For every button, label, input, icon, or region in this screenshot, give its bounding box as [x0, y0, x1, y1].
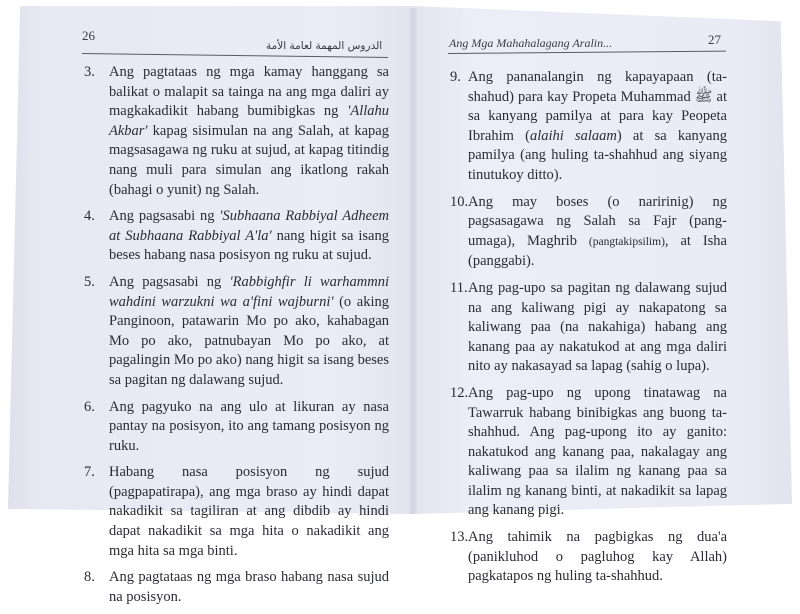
item-number: 5. — [84, 273, 95, 290]
item-number: 7. — [84, 464, 95, 481]
left-page-content — [84, 63, 389, 614]
item-number: 13. — [450, 529, 469, 546]
item-number: 4. — [84, 208, 95, 225]
list-item-13 — [450, 528, 727, 587]
list-item-10 — [450, 193, 727, 272]
item-text: Ang pagyuko na ang ulo at likuran ay nasa pantay na posisyon, ito ang tamang posisyon ng ruku. — [109, 398, 389, 454]
item-number: 3. — [84, 64, 95, 80]
list-item-4 — [84, 207, 389, 266]
item-text: Ang pananalangin ng kapayapaan (ta-shahud) para kay Propeta Muhammad ﷺ at sa kanyang pamilya at para kay Peopeta Ibrahim (alaihi salaam) at sa kanyang pamilya (ang huling ta-shahhud ang siyang tinutukoy ditto). — [468, 69, 727, 183]
item-text: Ang pag-upo sa pagitan ng dalawang sujud na ang kaliwang pigi ay nakapatong sa kaliwang paa (na nakahiga) habang ang kanang paa ay nakatukod at ang mga daliri nito ay nakasayad sa lapag (sahig o lupa). — [468, 279, 727, 375]
item-text: Ang may boses (o naririnig) ng pagsasagawa ng Salah sa Fajr (pang-umaga), Maghrib (pangtakipsilim), at Isha (panggabi). — [468, 193, 727, 270]
item-text: Habang nasa posisyon ng sujud (pagpapatirapa), ang mga braso ay hindi dapat nakadikit sa tagiliran at ang dibdib ay hindi dapat nakadikit sa mga hita o nakadikit ang mga hita sa mga binti. — [109, 464, 389, 559]
item-text: Ang pagtataas ng mga kamay hanggang sa balikat o malapit sa tainga na ang mga daliri ay magkakadikit habang bumibigkas ng 'Allahu Akbar' kapag sisimulan na ang Salah, at kapag magsasagawa ng ruku at sujud, at kapag titindig nang muli para simulan ang ikatlong rakah (bahagi o yunit) ng Salah. — [109, 64, 389, 198]
list-item-9 — [450, 68, 727, 186]
item-number: 11. — [450, 279, 468, 296]
item-number: 10. — [450, 193, 469, 210]
item-number: 8. — [84, 569, 95, 586]
left-running-header: الدروس المهمة لعامة الأمة — [266, 40, 383, 52]
list-item-8 — [84, 568, 389, 607]
item-text: Ang pagsasabi ng 'Rabbighfir li warhammni wahdini warzukni wa a'fini wajburni' (o aking Panginoon, patawarin Mo po ako, kahabagan Mo po ako, patnubayan Mo po ako, at pagalingin Mo po ako) nang higit sa isang beses sa pagitan ng dalawang sujud. — [109, 273, 390, 388]
list-item-5 — [84, 273, 389, 391]
list-item-11 — [450, 279, 727, 377]
item-number: 6. — [84, 398, 95, 415]
list-item-3 — [84, 63, 389, 200]
list-item-12 — [450, 384, 727, 521]
item-number: 12. — [450, 384, 469, 401]
right-page-content — [450, 68, 727, 594]
list-item-6 — [84, 398, 389, 457]
list-item-7 — [84, 463, 389, 561]
book-gutter — [408, 8, 418, 514]
item-number: 9. — [450, 69, 461, 85]
item-text: Ang pagsasabi ng 'Subhaana Rabbiyal Adheem at Subhaana Rabbiyal A'la' nang higit sa isang beses habang nasa posisyon ng ruku at sujud. — [109, 208, 390, 264]
item-text: Ang pag-upo ng upong tinatawag na Tawarruk habang binibigkas ang buong ta-shahhud. Ang pag-upong ito ay ganito: nakatukod ang kanang paa, nakalagay ang kaliwang paa sa ilalim ng kanang paa sa ilalim ng kanang binti, at nakadikit sa lapag ang kanang pigi. — [468, 384, 727, 519]
left-page-number: 26 — [82, 28, 95, 43]
right-page-number: 27 — [708, 32, 721, 47]
item-text: Ang tahimik na pagbigkas ng dua'a (panikluhod o pagluhog kay Allah) pagkatapos ng huling ta-shahhud. — [468, 529, 727, 585]
item-text: Ang pagtataas ng mga braso habang nasa sujud na posisyon. — [109, 569, 389, 605]
right-running-header: Ang Mga Mahahalagang Aralin... — [449, 36, 613, 50]
